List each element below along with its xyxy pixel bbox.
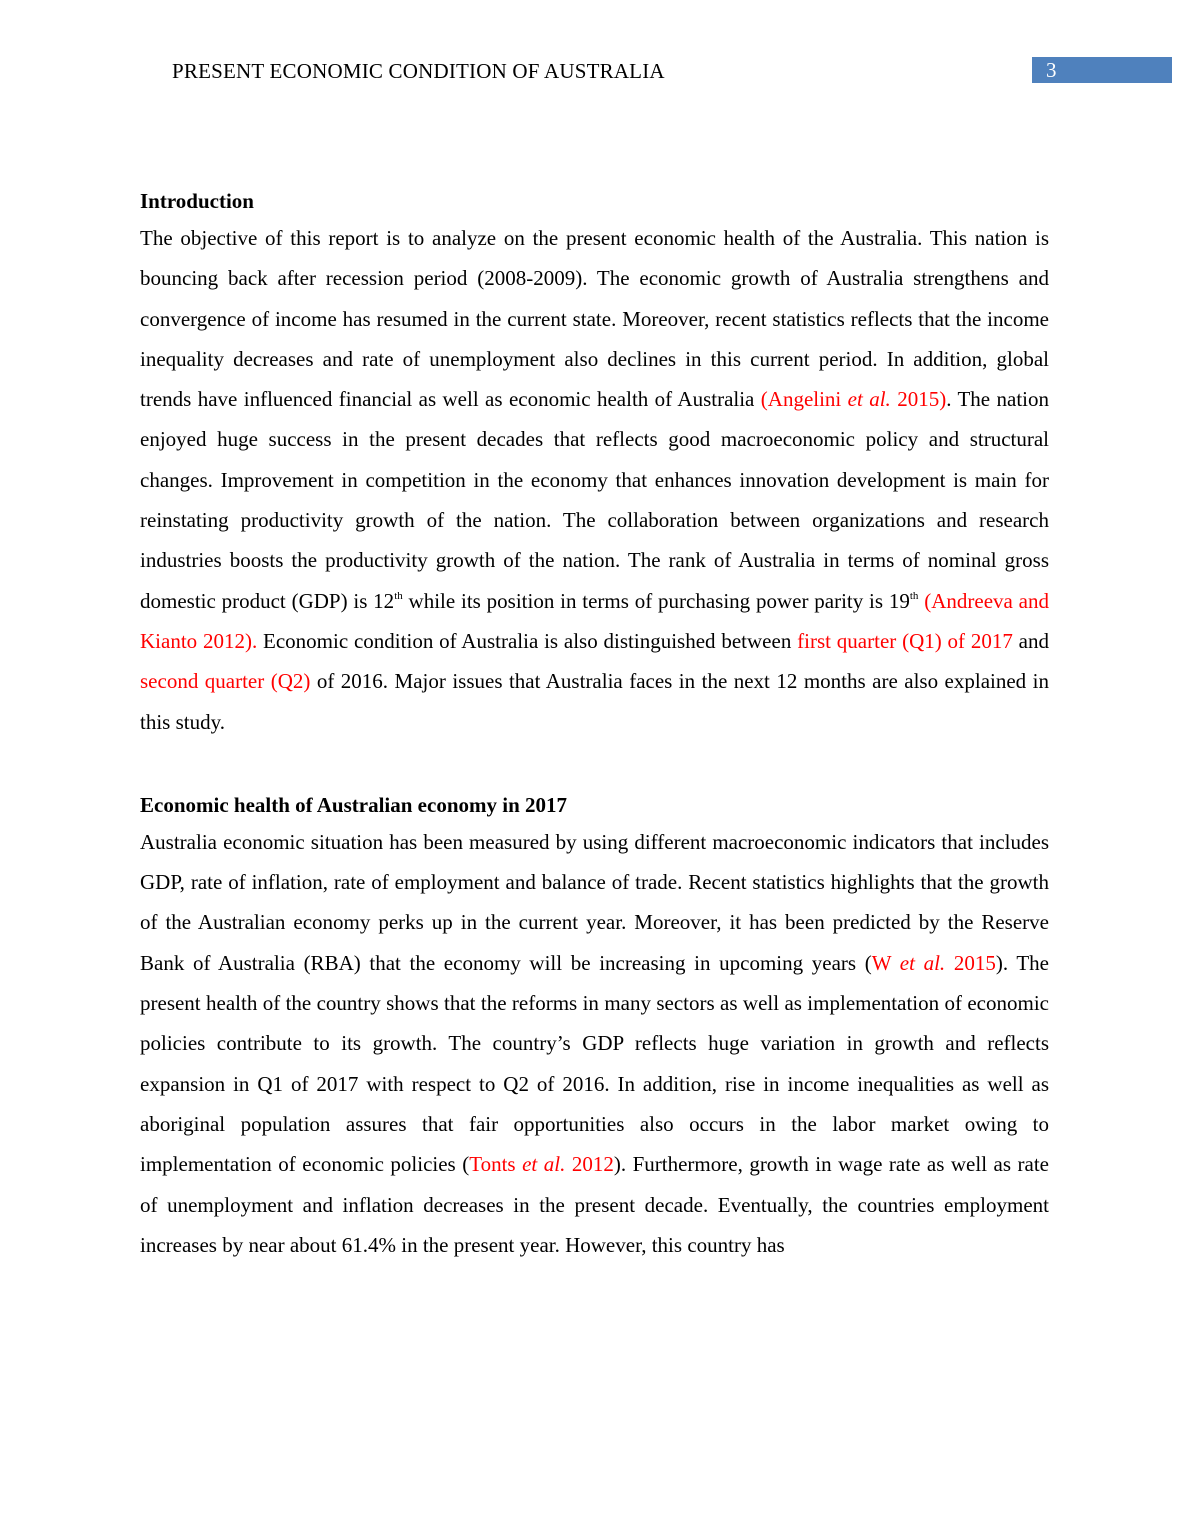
intro-text-6: of 2016. Major issues that Australia faces in the next 12 months are also explained in this study. bbox=[140, 669, 1049, 734]
running-header-title: PRESENT ECONOMIC CONDITION OF AUSTRALIA bbox=[172, 59, 665, 83]
introduction-paragraph bbox=[140, 218, 1049, 742]
intro-text-2: . The nation enjoyed huge success in the present decades that reflects good macroeconomic policy and structural changes. Improvement in competition in the economy that enhances innovation development is main for reinstating productivity growth of the nation. The collaboration between organizations and research industries boosts the productivity growth of the nation. The rank of Australia in terms of nominal gross domestic product (GDP) is 12 bbox=[140, 387, 1049, 613]
document-body bbox=[140, 184, 1049, 1265]
intro-text-4: Economic condition of Australia is also distinguished between bbox=[257, 628, 798, 653]
intro-text-3: while its position in terms of purchasing power parity is 19 bbox=[402, 588, 910, 613]
highlight-q2: second quarter (Q2) bbox=[140, 669, 311, 694]
citation-andreeva: (Andreeva and Kianto 2012). bbox=[140, 588, 1049, 653]
citation-w: W et al. 2015 bbox=[871, 950, 996, 975]
superscript-th: th bbox=[394, 589, 403, 602]
health-text-2: ). The present health of the country shows that the reforms in many sectors as well as implementation of economic policies contribute to its growth. The country’s GDP reflects huge variation in growth and reflects expansion in Q1 of 2017 with respect to Q2 of 2016. In addition, rise in income inequalities as well as aboriginal population assures that fair opportunities also occurs in the labor market owing to implementation of economic policies ( bbox=[140, 950, 1049, 1177]
citation-tonts: Tonts et al. 2012 bbox=[469, 1152, 614, 1177]
health-text-3: ). Furthermore, growth in wage rate as well as rate of unemployment and inflation decreases in the present decade. Eventually, the countries employment increases by near about 61.4% in the present year. However, this country has bbox=[140, 1152, 1050, 1257]
economic-health-heading: Economic health of Australian economy in 2017 bbox=[140, 792, 568, 817]
page-number: 3 bbox=[1032, 57, 1172, 83]
health-text-1: Australia economic situation has been measured by using different macroeconomic indicators that includes GDP, rate of inflation, rate of employment and balance of trade. Recent statistics highlights that the growth of the Australian economy perks up in the current year. Moreover, it has been predicted by the Reserve Bank of Australia (RBA) that the economy will be increasing in upcoming years ( bbox=[140, 829, 1049, 975]
introduction-heading: Introduction bbox=[140, 189, 254, 213]
citation-angelini: (Angelini et al. 2015) bbox=[760, 387, 947, 412]
section-spacer bbox=[140, 742, 1049, 788]
superscript-th: th bbox=[909, 589, 919, 602]
economic-health-paragraph bbox=[140, 822, 1049, 1265]
intro-text-5: and bbox=[1012, 628, 1049, 653]
intro-text-1: The objective of this report is to analyze on the present economic health of the Australia. This nation is bouncing back after recession period (2008-2009). The economic growth of Australia strengthens and convergence of income has resumed in the current state. Moreover, recent statistics reflects that the income inequality decreases and rate of unemployment also declines in this current period. In addition, global trends have influenced financial as well as economic health of Australia bbox=[140, 226, 1049, 412]
highlight-q1-2017: first quarter (Q1) of 2017 bbox=[797, 628, 1013, 653]
